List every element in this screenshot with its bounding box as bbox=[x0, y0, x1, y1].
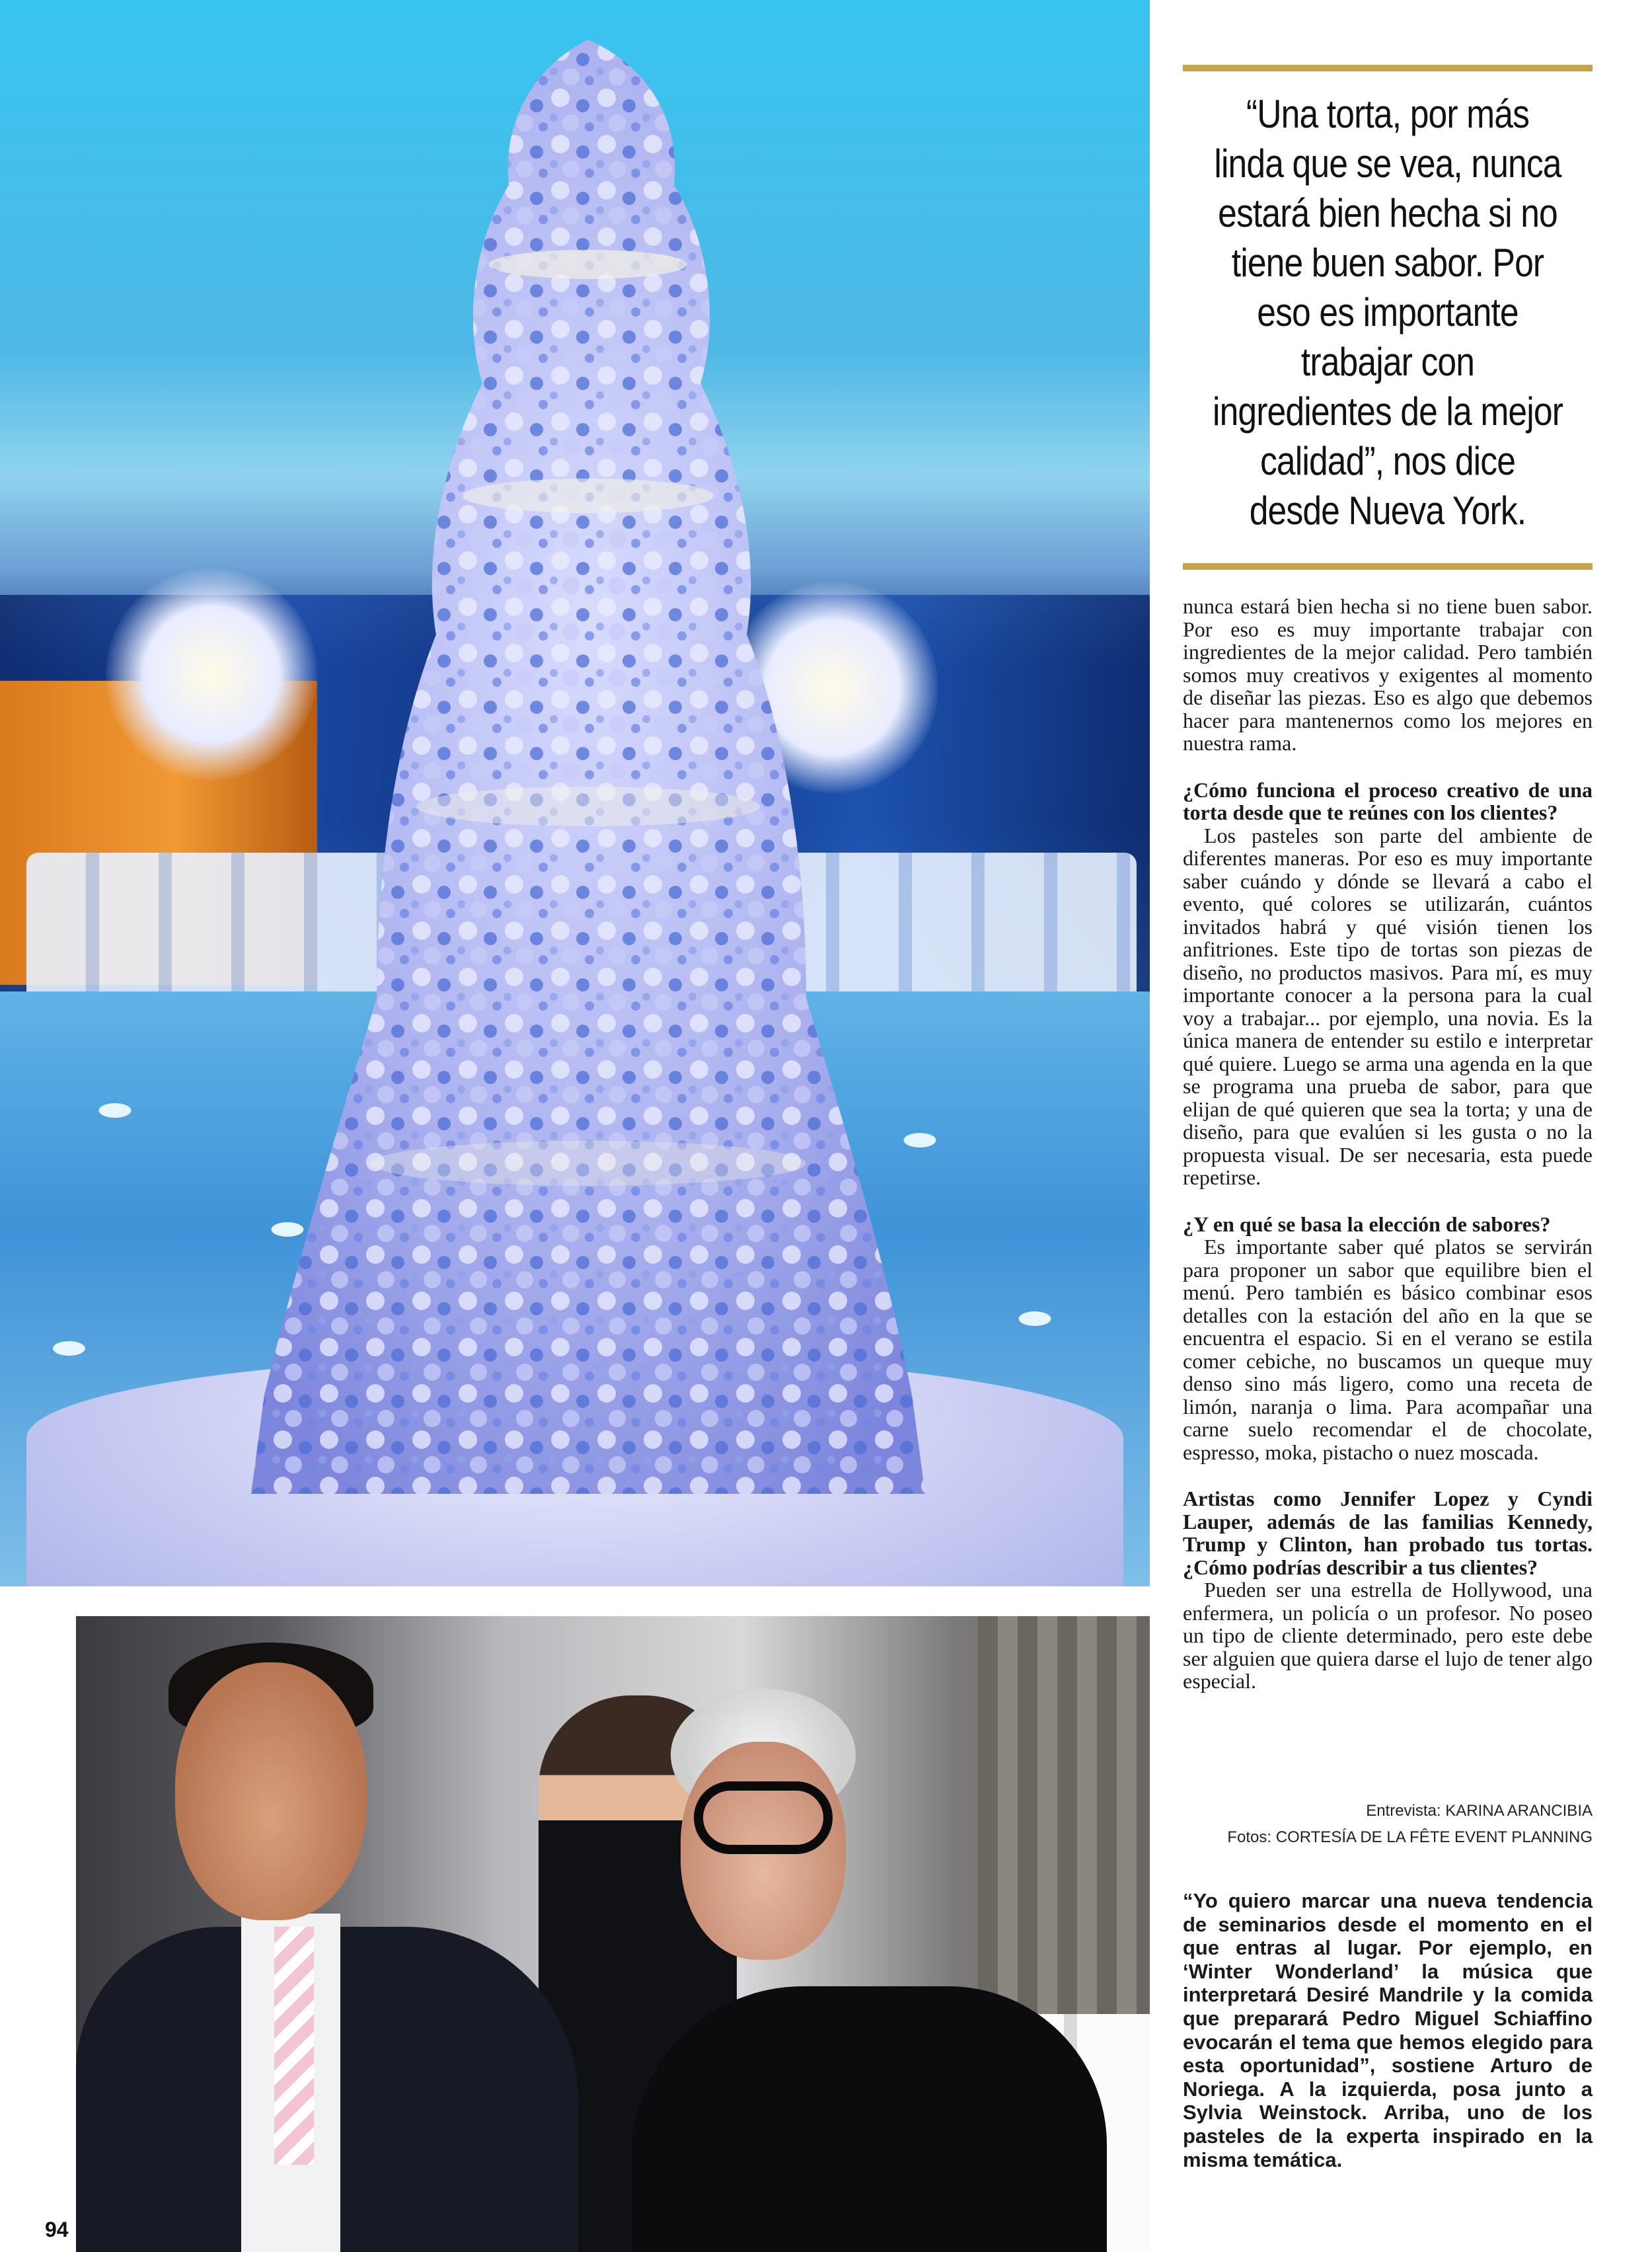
credits bbox=[1183, 1798, 1593, 1851]
article-body bbox=[1183, 595, 1593, 1693]
interview-answer: Pueden ser una estrella de Hollywood, una enfermera, un policía o un profesor. No poseo un tipo de cliente determinado, pero este debe ser alguien que quiera darse el lujo de tener algo especial. bbox=[1183, 1578, 1593, 1693]
man-tie bbox=[274, 1927, 314, 2165]
man-face bbox=[175, 1662, 367, 1920]
round-glasses bbox=[694, 1781, 833, 1854]
portrait-photo bbox=[76, 1616, 1150, 2252]
interview-credit bbox=[1183, 1798, 1593, 1824]
interview-question: ¿Y en qué se basa la elección de sabores? bbox=[1183, 1212, 1551, 1236]
interview-question: Artistas como Jennifer Lopez y Cyndi Lauper, además de las familias Kennedy, Trump y Clinton, han probado tus tortas. ¿Cómo podrías describir a tus clientes? bbox=[1183, 1487, 1593, 1579]
page-number: 94 bbox=[45, 2218, 69, 2241]
interview-name: KARINA ARANCIBIA bbox=[1445, 1802, 1593, 1820]
photos-name: CORTESÍA DE LA FÊTE EVENT PLANNING bbox=[1275, 1828, 1593, 1846]
interview-label: Entrevista: bbox=[1366, 1802, 1441, 1820]
gold-rule-top bbox=[1183, 65, 1593, 71]
cake-photo bbox=[0, 0, 1150, 1586]
interview-answer: Es importante saber qué platos se servirán para proponer un sabor que equilibre bien el menú. Pero también es básico combinar esos detalles con la estación del año en la que se encuentra el espacio. Si en el verano se estila comer cebiche, no buscamos un queque muy denso sino más ligero, como una receta de limón, naranja o lima. Para acompañar una carne suelo recomendar el de chocolate, espresso, moka, pistacho o nuez moscada. bbox=[1183, 1235, 1593, 1464]
photos-label: Fotos: bbox=[1227, 1828, 1272, 1846]
photo-credit bbox=[1183, 1824, 1593, 1851]
pull-quote: “Una torta, por más linda que se vea, nunca estará bien hecha si no tiene buen sabor. Por eso es importante trabajar con ingredientes de la mejor calidad”, nos dice desde Nueva York. bbox=[1212, 92, 1563, 533]
floral-cake bbox=[225, 40, 952, 1527]
interview-question: ¿Cómo funciona el proceso creativo de una torta desde que te reúnes con los clientes? bbox=[1183, 777, 1593, 824]
gold-rule-bottom bbox=[1183, 563, 1593, 570]
interview-answer: Los pasteles son parte del ambiente de diferentes maneras. Por eso es muy importante saber cuándo y dónde se llevará a cabo el evento, qué colores se utilizarán, cuántos invitados habrá y qué visión tienen los anfitriones. Este tipo de tortas son piezas de diseño, no productos masivos. Para mí, es muy importante conocer a la persona para la cual voy a trabajar... por ejemplo, una novia. Es la única manera de entender su estilo e interpretar qué quiere. Luego se arma una agenda en la que se programa una prueba de sabor, para que elijan de qué quieren que sea la torta; y una de diseño, para que evalúen si les gusta o no la propuesta visual. De ser necesaria, esta puede repetirse. bbox=[1183, 823, 1593, 1189]
photo-caption: “Yo quiero marcar una nueva tendencia de seminarios desde el momento en el que entras al lugar. Por ejemplo, en ‘Winter Wonderland’ la música que interpretará Desiré Mandrile y la comida que preparará Pedro Miguel Schiaffino evocarán el tema que hemos elegido para esta oportunidad”, sostiene Arturo de Noriega. A la izquierda, posa junto a Sylvia Weinstock. Arriba, uno de los pasteles de la experta inspirado en la misma temática. bbox=[1183, 1889, 1593, 2171]
woman-jacket bbox=[631, 1986, 1107, 2252]
article-paragraph: nunca estará bien hecha si no tiene buen sabor. Por eso es muy importante trabajar con ingredientes de la mejor calidad. Pero también somos muy creativos y exigentes al momento de diseñar las piezas. Eso es algo que debemos hacer para mantenernos como los mejores en nuestra rama. bbox=[1183, 594, 1593, 755]
